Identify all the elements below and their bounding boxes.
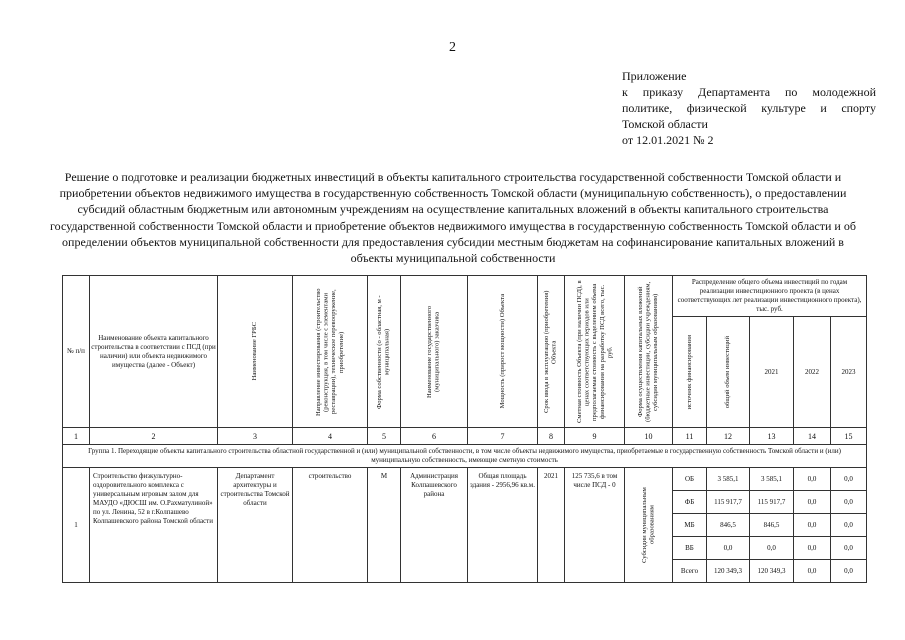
header-cell	[565, 276, 625, 428]
estimated-cost: 125 735,6 в том числе ПСД - 0	[565, 468, 625, 583]
year-2023-cell: 0,0	[831, 560, 867, 583]
investment-table	[62, 275, 867, 583]
header-text: Форма собственности (о - областная, м - муниципальная)	[376, 294, 391, 409]
header-text: Срок ввода в эксплуатацию (приобретения) Объекта	[543, 290, 558, 413]
year-2021-cell: 115 917,7	[750, 491, 794, 514]
header-cell	[401, 276, 468, 428]
column-number: 4	[293, 428, 368, 445]
appendix-line: Томской области	[622, 117, 708, 131]
column-number: 15	[831, 428, 867, 445]
object-capacity: Общая площадь здания - 2956,96 кв.м.	[468, 468, 538, 583]
header-row	[63, 276, 867, 317]
appendix-line: к приказу Департамента по молодежной	[622, 85, 876, 99]
document-title: Решение о подготовке и реализации бюджетных инвестиций в объекты капитального строительства государственной собственности Томской области и приобретении объектов недвижимого имущества в государственную собственность Томской области (муниципальную собственность), о предоставлении субсидий областным бюджетным или автономным учреждениям на осуществление капитальных вложений в объекты капитального строительства государственной собственности Томской области и приобретение объектов недвижимого имущества в государственную собственность Томской области и об определении объектов муниципальной собственности для предоставления субсидии местным бюджетам на софинансирование капитальных вложений в объекты муниципальной собственности	[50, 170, 856, 266]
column-number: 5	[368, 428, 401, 445]
year-2023-cell: 0,0	[831, 537, 867, 560]
investment-form-text: Субсидии муниципальным образованиям	[640, 487, 656, 563]
source-cell: ВБ	[673, 537, 707, 560]
object-name: Строительство физкультурно-оздоровительного комплекса с универсальным игровым залом для МАУДО «ДЮСШ им. О.Рахматулиной» по ул. Ленина, 52 в г.Колпашево Колпашевского района Томской области	[90, 468, 218, 583]
investment-form	[625, 468, 673, 583]
header-text: Направление инвестирования (строительство (реконструкция, в том числе с элементами реставрации), техническое перевооружение, приобретение)	[314, 287, 345, 416]
object-row	[63, 468, 867, 491]
header-cell	[368, 276, 401, 428]
header-cell	[218, 276, 293, 428]
page-number: 2	[449, 40, 456, 55]
year-2021-cell: 0,0	[750, 537, 794, 560]
total-cell: 3 585,1	[707, 468, 750, 491]
year-2023-cell: 0,0	[831, 514, 867, 537]
column-number: 8	[538, 428, 565, 445]
total-cell: 115 917,7	[707, 491, 750, 514]
group-heading: Группа 1. Переходящие объекты капитального строительства областной государственной и (или) муниципальной собственности, в том числе объекты недвижимого имущества, приобретаемые в государственную собственность Томской области и (или) муниципальную собственность, имеющие сметную стоимость	[63, 445, 867, 468]
column-number: 10	[625, 428, 673, 445]
appendix-line: Приложение	[622, 69, 687, 83]
customer-name: Администрация Колпашевского района	[401, 468, 468, 583]
year-2023-cell: 0,0	[831, 468, 867, 491]
header-cell: Наименование объекта капитального строительства в соответствии с ПСД (при наличии) или объекта недвижимого имущества (далее - Объект)	[90, 276, 218, 428]
year-2022-cell: 0,0	[794, 514, 831, 537]
header-text: источник финансирования	[685, 334, 693, 410]
total-cell: 120 349,3	[707, 560, 750, 583]
year-2022-cell: 0,0	[794, 468, 831, 491]
appendix-date: от 12.01.2021 № 2	[622, 133, 714, 147]
appendix-block	[622, 68, 876, 148]
row-number: 1	[63, 468, 90, 583]
ownership-form: М	[368, 468, 401, 583]
distribution-header: Распределение общего объема инвестиций по годам реализации инвестиционного проекта (в ценах соответствующих лет реализации инвестиционного проекта), тыс. руб.	[673, 276, 867, 317]
header-cell	[468, 276, 538, 428]
group-row	[63, 445, 867, 468]
header-cell: 2022	[794, 317, 831, 428]
year-2021-cell: 3 585,1	[750, 468, 794, 491]
total-cell: 846,5	[707, 514, 750, 537]
header-cell	[293, 276, 368, 428]
year-2021-cell: 846,5	[750, 514, 794, 537]
column-number: 9	[565, 428, 625, 445]
source-cell: МБ	[673, 514, 707, 537]
year-2023-cell: 0,0	[831, 491, 867, 514]
commission-term: 2021	[538, 468, 565, 583]
source-cell: ОБ	[673, 468, 707, 491]
column-number: 12	[707, 428, 750, 445]
header-cell: № п/п	[63, 276, 90, 428]
investment-direction: строительство	[293, 468, 368, 583]
header-text: Наименование государственного (муниципального) заказчика	[426, 305, 441, 398]
column-number: 1	[63, 428, 90, 445]
header-cell: 2023	[831, 317, 867, 428]
column-number: 7	[468, 428, 538, 445]
column-number: 6	[401, 428, 468, 445]
year-2022-cell: 0,0	[794, 491, 831, 514]
header-cell	[538, 276, 565, 428]
header-text: Сметная стоимость Объекта (при наличии ПСД), в ценах соответствующих периодов или предполагаемая стоимость с выделением объема финансирования на разработку ПСД всего, тыс. руб.	[575, 280, 613, 423]
header-cell	[707, 317, 750, 428]
column-number: 2	[90, 428, 218, 445]
total-cell: 0,0	[707, 537, 750, 560]
header-cell	[673, 317, 707, 428]
header-cell	[625, 276, 673, 428]
column-number: 14	[794, 428, 831, 445]
year-2022-cell: 0,0	[794, 537, 831, 560]
header-text: Наименование ГРБС	[251, 322, 259, 381]
header-text: Форма осуществления капитальных вложений (бюджетные инвестиции, субсидии учреждениям, субсидии муниципальным образованиям)	[637, 281, 660, 422]
grbs-name: Департамент архитектуры и строительства Томской области	[218, 468, 293, 583]
header-cell: 2021	[750, 317, 794, 428]
year-2021-cell: 120 349,3	[750, 560, 794, 583]
column-number: 11	[673, 428, 707, 445]
year-2022-cell: 0,0	[794, 560, 831, 583]
header-text: общий объем инвестиций	[724, 335, 732, 409]
source-cell: ФБ	[673, 491, 707, 514]
source-cell: Всего	[673, 560, 707, 583]
column-number: 3	[218, 428, 293, 445]
column-number-row	[63, 428, 867, 445]
column-number: 13	[750, 428, 794, 445]
header-text: Мощность (прирост мощности) Объекта	[498, 294, 506, 409]
appendix-line: политике, физической культуре и спорту	[622, 101, 876, 115]
